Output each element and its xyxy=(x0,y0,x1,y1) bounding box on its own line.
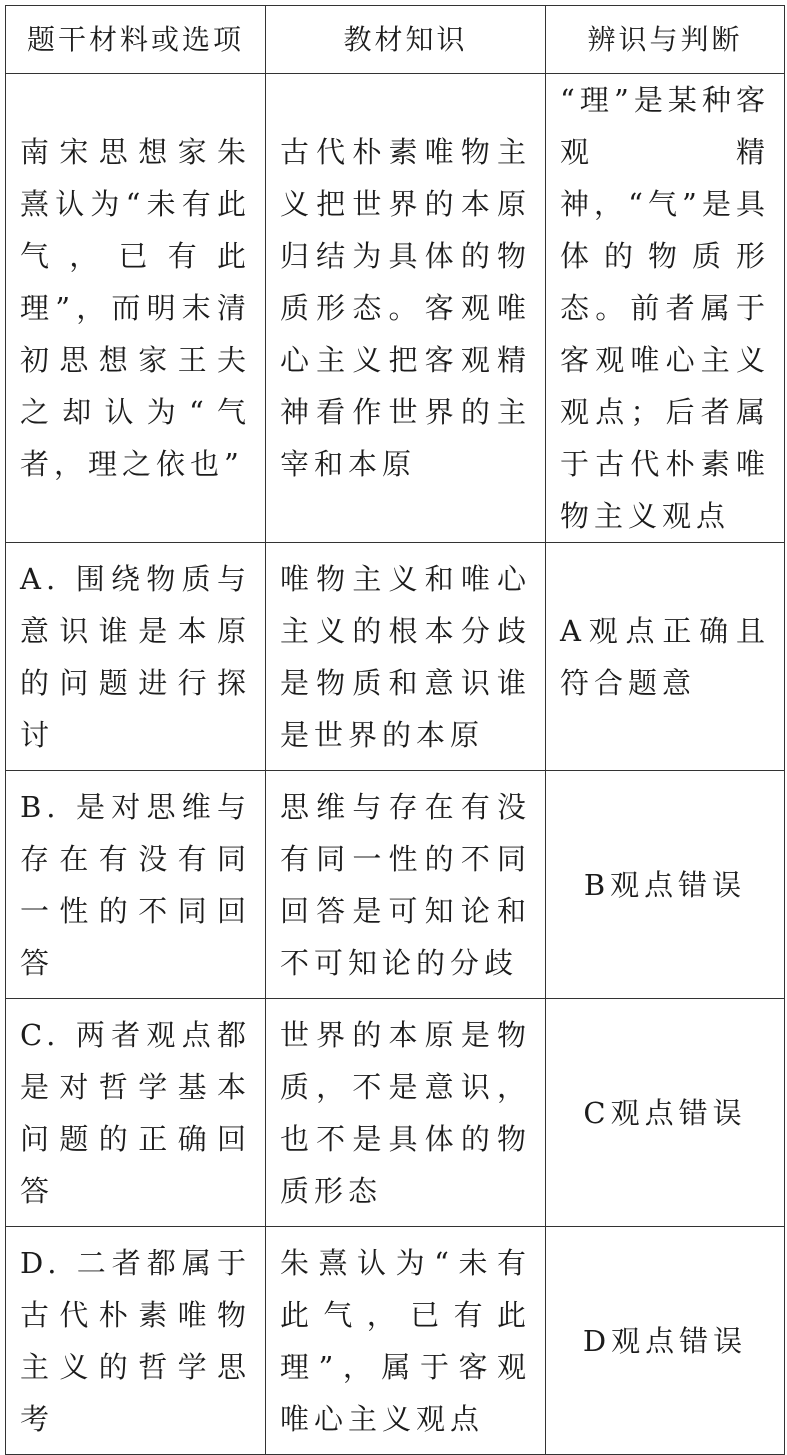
option-cell: B. 是对思维与存在有没有同一性的不同回答 xyxy=(6,771,266,999)
knowledge-cell: 世界的本原是物质，不是意识，也不是具体的物质形态 xyxy=(266,999,546,1227)
verdict-cell: “理”是某种客观精神，“气”是具体的物质形态。前者属于客观唯心主义观点；后者属于古代朴素唯物主义观点 xyxy=(546,74,785,543)
knowledge-cell: 朱熹认为“未有此气，已有此理”，属于客观唯心主义观点 xyxy=(266,1227,546,1455)
verdict-cell: B观点错误 xyxy=(546,771,785,999)
table-row xyxy=(6,999,785,1227)
verdict-cell: A观点正确且符合题意 xyxy=(546,543,785,771)
table-row xyxy=(6,74,785,543)
verdict-cell: C观点错误 xyxy=(546,999,785,1227)
header-knowledge: 教材知识 xyxy=(266,6,546,74)
knowledge-cell: 思维与存在有没有同一性的不同回答是可知论和不可知论的分歧 xyxy=(266,771,546,999)
table-row xyxy=(6,1227,785,1455)
header-verdict: 辨识与判断 xyxy=(546,6,785,74)
analysis-table xyxy=(5,5,785,1455)
knowledge-cell: 唯物主义和唯心主义的根本分歧是物质和意识谁是世界的本原 xyxy=(266,543,546,771)
table-row xyxy=(6,771,785,999)
verdict-cell: D观点错误 xyxy=(546,1227,785,1455)
option-cell: 南宋思想家朱熹认为“未有此气，已有此理”，而明末清初思想家王夫之却认为“气者，理之依也” xyxy=(6,74,266,543)
option-cell: A. 围绕物质与意识谁是本原的问题进行探讨 xyxy=(6,543,266,771)
header-option: 题干材料或选项 xyxy=(6,6,266,74)
option-cell: C. 两者观点都是对哲学基本问题的正确回答 xyxy=(6,999,266,1227)
table-header-row xyxy=(6,6,785,74)
table-row xyxy=(6,543,785,771)
knowledge-cell: 古代朴素唯物主义把世界的本原归结为具体的物质形态。客观唯心主义把客观精神看作世界的主宰和本原 xyxy=(266,74,546,543)
option-cell: D. 二者都属于古代朴素唯物主义的哲学思考 xyxy=(6,1227,266,1455)
